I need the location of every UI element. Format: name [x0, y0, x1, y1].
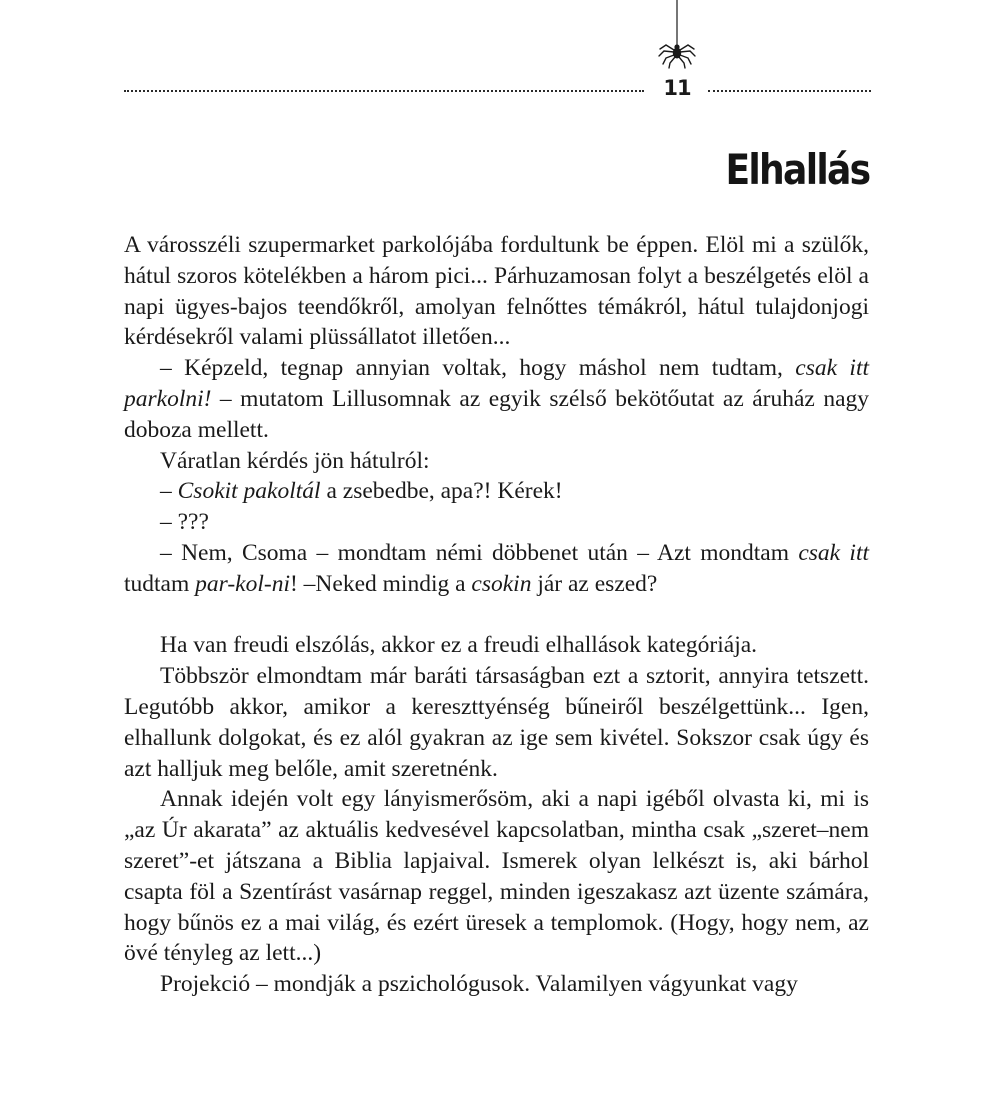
- italic-text: csokin: [471, 570, 532, 597]
- italic-text: csak itt parkolni!: [124, 355, 870, 412]
- spider-icon: [654, 0, 700, 72]
- paragraph: [124, 476, 869, 507]
- page-number: 11: [663, 76, 691, 100]
- italic-text: csak itt: [798, 539, 870, 566]
- italic-text: Csokit pakoltál: [177, 478, 321, 505]
- text-run: ! –Neked mindig a: [289, 570, 472, 597]
- text-run: Projekció – mondják a pszichológusok. Valamilyen vágyunkat vagy: [160, 971, 798, 998]
- text-run: – Képzeld, tegnap annyian voltak, hogy máshol nem tudtam,: [160, 355, 796, 382]
- paragraph: [124, 969, 869, 1000]
- text-run: a zsebedbe, apa?! Kérek!: [320, 478, 563, 505]
- paragraph: [124, 661, 869, 784]
- text-run: –: [160, 478, 178, 505]
- paragraph: [124, 538, 869, 600]
- paragraph: [124, 446, 869, 477]
- page-header: [0, 0, 993, 110]
- text-run: jár az eszed?: [531, 570, 658, 597]
- text-run: – ???: [160, 509, 209, 536]
- paragraph: [124, 630, 869, 661]
- paragraph: [124, 784, 869, 969]
- text-run: Ha van freudi elszólás, akkor ez a freudi elhallások kategóriája.: [160, 632, 758, 659]
- text-run: tudtam: [124, 570, 196, 597]
- text-run: Váratlan kérdés jön hátulról:: [160, 447, 430, 474]
- paragraph: [124, 507, 869, 538]
- paragraph: [124, 230, 869, 353]
- body-text: [124, 230, 869, 1000]
- dotted-rule-left: [124, 90, 644, 92]
- text-run: – mutatom Lillusomnak az egyik szélső bekötőutat az áruház nagy doboza mellett.: [124, 385, 869, 443]
- dotted-rule-right: [708, 90, 871, 92]
- text-run: Annak idején volt egy lányismerősöm, aki a napi igéből olvasta ki, mi is „az Úr akarata” az aktuális kedvesével kapcsolatban, mintha csak „szeret–nem szeret”-et játszana a Biblia lapjaival. Ismerek olyan lelkészt is, aki bárhol csapta föl a Szentírást vasárnap reggel, minden igeszakasz azt üzente számára, hogy bűnös ez a mai világ, és ezért üresek a templomok. (Hogy, hogy nem, az övé tényleg az lett...): [124, 786, 869, 967]
- italic-text: par-kol-ni: [195, 570, 290, 597]
- text-run: – Nem, Csoma – mondtam némi döbbenet után – Azt mondtam: [160, 539, 799, 566]
- chapter-title: Elhallás: [724, 145, 869, 194]
- paragraph: [124, 353, 869, 445]
- text-run: A városszéli szupermarket parkolójába fordultunk be éppen. Elöl mi a szülők, hátul szoros kötelékben a három pici... Párhuzamosan folyt a beszélgetés elöl a napi ügyes-bajos teendőkről, amolyan felnőttes témákról, hátul tulajdonjogi kérdésekről valami plüssállatot illetően...: [124, 232, 869, 351]
- text-run: Többször elmondtam már baráti társaságban ezt a sztorit, annyira tetszett. Legutóbb akkor, amikor a kereszttyénség bűneiről beszélgettünk... Igen, elhallunk dolgokat, és ez alól gyakran az ige sem kivétel. Sokszor csak úgy és azt halljuk meg belőle, amit szeretnénk.: [124, 663, 869, 782]
